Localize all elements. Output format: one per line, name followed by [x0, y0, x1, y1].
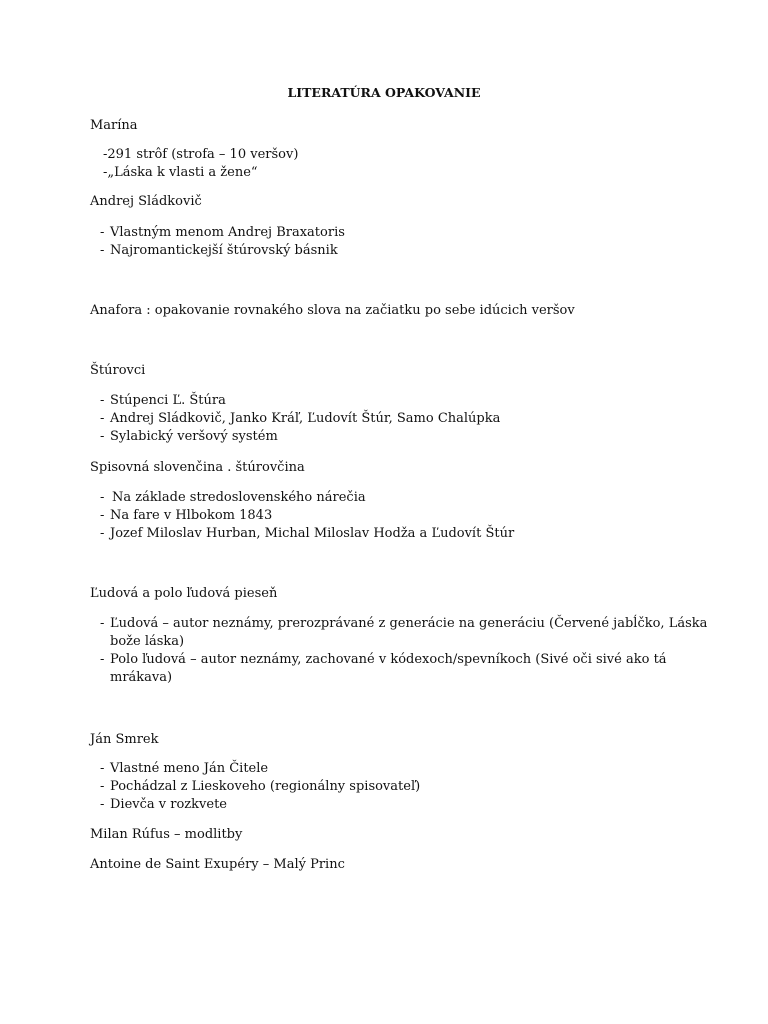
bullet-dash: -	[100, 797, 105, 812]
bullet-dash: -	[100, 761, 105, 776]
list-item-text: Najromantickejší štúrovský básnik	[110, 243, 338, 258]
bullet-dash: -	[100, 411, 105, 426]
rufus-line: Milan Rúfus – modlitby	[90, 827, 243, 842]
marina-item-2: -„Láska k vlasti a žene“	[103, 165, 258, 180]
marina-item-1: -291 strôf (strofa – 10 veršov)	[103, 147, 299, 162]
list-item-text: Na fare v Hlbokom 1843	[110, 508, 273, 523]
bullet-dash: -	[100, 243, 105, 258]
list-item-text: Dievča v rozkvete	[110, 797, 227, 812]
list-item-text: Stúpenci Ľ. Štúra	[110, 393, 226, 408]
bullet-dash: -	[100, 393, 105, 408]
spisovna-heading: Spisovná slovenčina . štúrovčina	[90, 460, 305, 475]
list-item-text: Sylabický veršový systém	[110, 429, 278, 444]
list-item-text: Na základe stredoslovenského nárečia	[112, 490, 366, 505]
list-item-text: Jozef Miloslav Hurban, Michal Miloslav Hodža a Ľudovít Štúr	[110, 526, 515, 541]
ludova-item-2-continuation: mrákava)	[110, 670, 173, 685]
anafora-definition: Anafora : opakovanie rovnakého slova na začiatku po sebe idúcich veršov	[90, 303, 575, 318]
list-item-text: Vlastným menom Andrej Braxatoris	[110, 225, 345, 240]
list-item-text: Andrej Sládkovič, Janko Kráľ, Ľudovít Štúr, Samo Chalúpka	[110, 411, 501, 426]
sturovci-heading: Štúrovci	[90, 363, 146, 378]
ludova-item-1-continuation: bože láska)	[110, 634, 185, 649]
bullet-dash: -	[100, 526, 105, 541]
bullet-dash: -	[100, 779, 105, 794]
document-title: LITERATÚRA OPAKOVANIE	[287, 85, 481, 100]
smrek-heading: Ján Smrek	[90, 732, 159, 747]
bullet-dash: -	[100, 652, 105, 667]
bullet-dash: -	[100, 429, 105, 444]
list-item-text: Ľudová – autor neznámy, prerozprávané z generácie na generáciu (Červené jabĺčko, Láska	[110, 616, 708, 631]
list-item-text: Vlastné meno Ján Čitele	[110, 761, 269, 776]
sladkovic-heading: Andrej Sládkovič	[90, 194, 202, 209]
exupery-line: Antoine de Saint Exupéry – Malý Princ	[90, 857, 345, 872]
bullet-dash: -	[100, 508, 105, 523]
bullet-dash: -	[100, 490, 105, 505]
bullet-dash: -	[100, 225, 105, 240]
bullet-dash: -	[100, 616, 105, 631]
ludova-heading: Ľudová a polo ľudová pieseň	[90, 586, 278, 601]
list-item-text: Pochádzal z Lieskoveho (regionálny spisovateľ)	[110, 779, 421, 794]
list-item-text: Polo ľudová – autor neznámy, zachované v kódexoch/spevníkoch (Sivé oči sivé ako tá	[110, 652, 667, 667]
marina-heading: Marína	[90, 118, 138, 133]
